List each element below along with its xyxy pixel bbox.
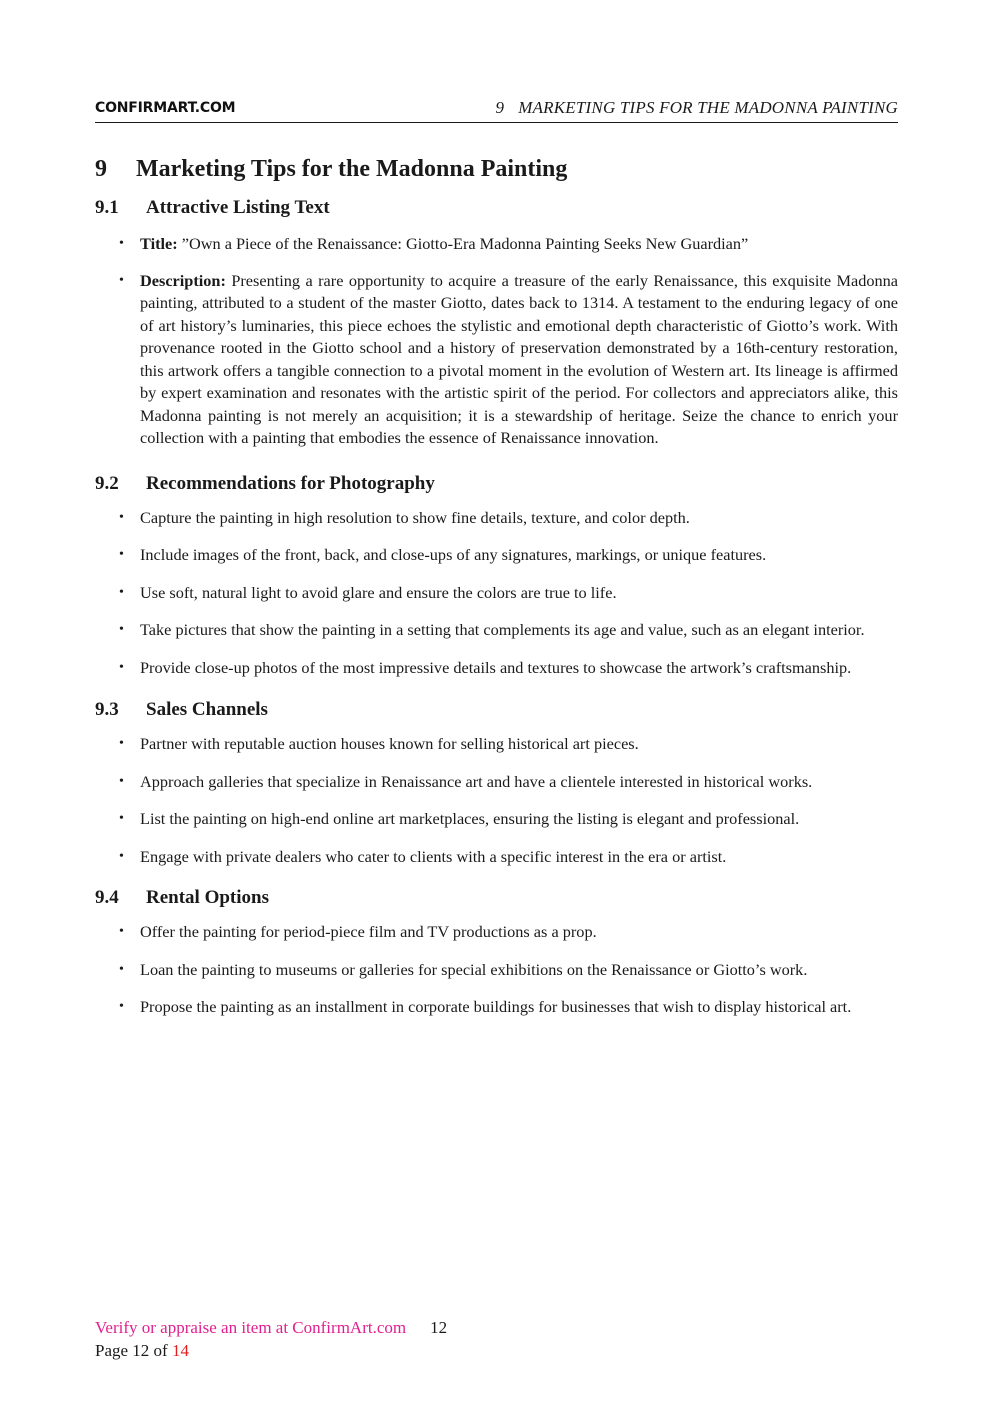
subsection-number: 9.3: [95, 699, 119, 720]
confirmart-footer-link[interactable]: Verify or appraise an item at ConfirmArt.com: [95, 1318, 407, 1337]
bullet-list: [95, 233, 898, 450]
item-text: ”Own a Piece of the Renaissance: Giotto-Era Madonna Painting Seeks New Guardian”: [177, 234, 749, 253]
header-section-title: [496, 98, 898, 118]
subsection-number: 9.4: [95, 887, 119, 908]
list-item: • Provide close-up photos of the most impressive details and textures to showcase the artwork’s craftsmanship.: [95, 657, 898, 680]
header-section-number: 9: [495, 98, 505, 117]
subsection-sales-channels: [95, 699, 898, 868]
page-footer: [95, 1316, 447, 1362]
running-header: [95, 96, 898, 123]
item-label: Title:: [140, 234, 178, 253]
footer-page-number: 12: [430, 1318, 448, 1337]
header-section-text: MARKETING TIPS FOR THE MADONNA PAINTING: [518, 98, 898, 117]
list-item: [95, 270, 898, 450]
page-total-link[interactable]: 14: [171, 1341, 189, 1360]
subsection-title: Rental Options: [146, 887, 269, 908]
list-item: • Engage with private dealers who cater to clients with a specific interest in the era or artist.: [95, 846, 898, 869]
section-heading: [95, 156, 898, 183]
subsection-title: Sales Channels: [146, 699, 268, 720]
bullet-list: [95, 507, 898, 680]
subsection-heading: [95, 699, 898, 721]
subsection-heading: [95, 197, 898, 219]
section-number: 9: [95, 156, 107, 182]
list-item: • Offer the painting for period-piece film and TV productions as a prop.: [95, 921, 898, 944]
subsection-number: 9.1: [95, 197, 119, 218]
main-content: [95, 156, 898, 1034]
list-item: • List the painting on high-end online art marketplaces, ensuring the listing is elegant and professional.: [95, 808, 898, 831]
item-label: Description:: [140, 270, 226, 290]
bullet-list: [95, 921, 898, 1019]
list-item: • Take pictures that show the painting in a setting that complements its age and value, such as an elegant interior.: [95, 619, 898, 642]
page-counter-label: Page 12 of: [95, 1341, 172, 1360]
list-item: • Use soft, natural light to avoid glare and ensure the colors are true to life.: [95, 582, 898, 605]
page-counter: [95, 1339, 447, 1362]
subsection-title: Attractive Listing Text: [146, 197, 330, 218]
item-text: Presenting a rare opportunity to acquire a treasure of the early Renaissance, this exquisite Madonna painting, attributed to a student of the master Giotto, dates back to 1314. A testament to the enduring legacy of one of art history’s luminaries, this piece echoes the stylistic and emotional depth characteristic of Giotto’s work. With provenance rooted in the Giotto school and a history of preservation demonstrated by a 16th-century restoration, this artwork offers a tangible connection to a pivotal moment in the evolution of Western art. Its lineage is affirmed by expert examination and resonates with the artistic spirit of the period. For collectors and appreciators alike, this Madonna painting is not merely an acquisition; it is a stewardship of heritage. Seize the chance to enrich your collection with a painting that embodies the essence of Renaissance innovation.: [140, 270, 898, 447]
bullet-list: [95, 733, 898, 868]
confirmart-logo: CONFIRMART.COM: [95, 100, 236, 116]
subsection-photography: [95, 473, 898, 680]
subsection-title: Recommendations for Photography: [146, 472, 435, 494]
list-item: [95, 233, 898, 256]
list-item: • Include images of the front, back, and close-ups of any signatures, markings, or unique features.: [95, 544, 898, 567]
subsection-listing-text: [95, 197, 898, 450]
list-item: • Loan the painting to museums or galleries for special exhibitions on the Renaissance or Giotto’s work.: [95, 959, 898, 982]
list-item: • Approach galleries that specialize in Renaissance art and have a clientele interested in historical works.: [95, 771, 898, 794]
list-item: • Capture the painting in high resolution to show fine details, texture, and color depth.: [95, 507, 898, 530]
subsection-heading: [95, 887, 898, 909]
section-title: Marketing Tips for the Madonna Painting: [136, 156, 568, 182]
subsection-heading: [95, 473, 898, 495]
list-item: • Partner with reputable auction houses known for selling historical art pieces.: [95, 733, 898, 756]
subsection-rental-options: [95, 887, 898, 1019]
subsection-number: 9.2: [95, 472, 119, 494]
list-item: • Propose the painting as an installment in corporate buildings for businesses that wish to display historical art.: [95, 996, 898, 1019]
